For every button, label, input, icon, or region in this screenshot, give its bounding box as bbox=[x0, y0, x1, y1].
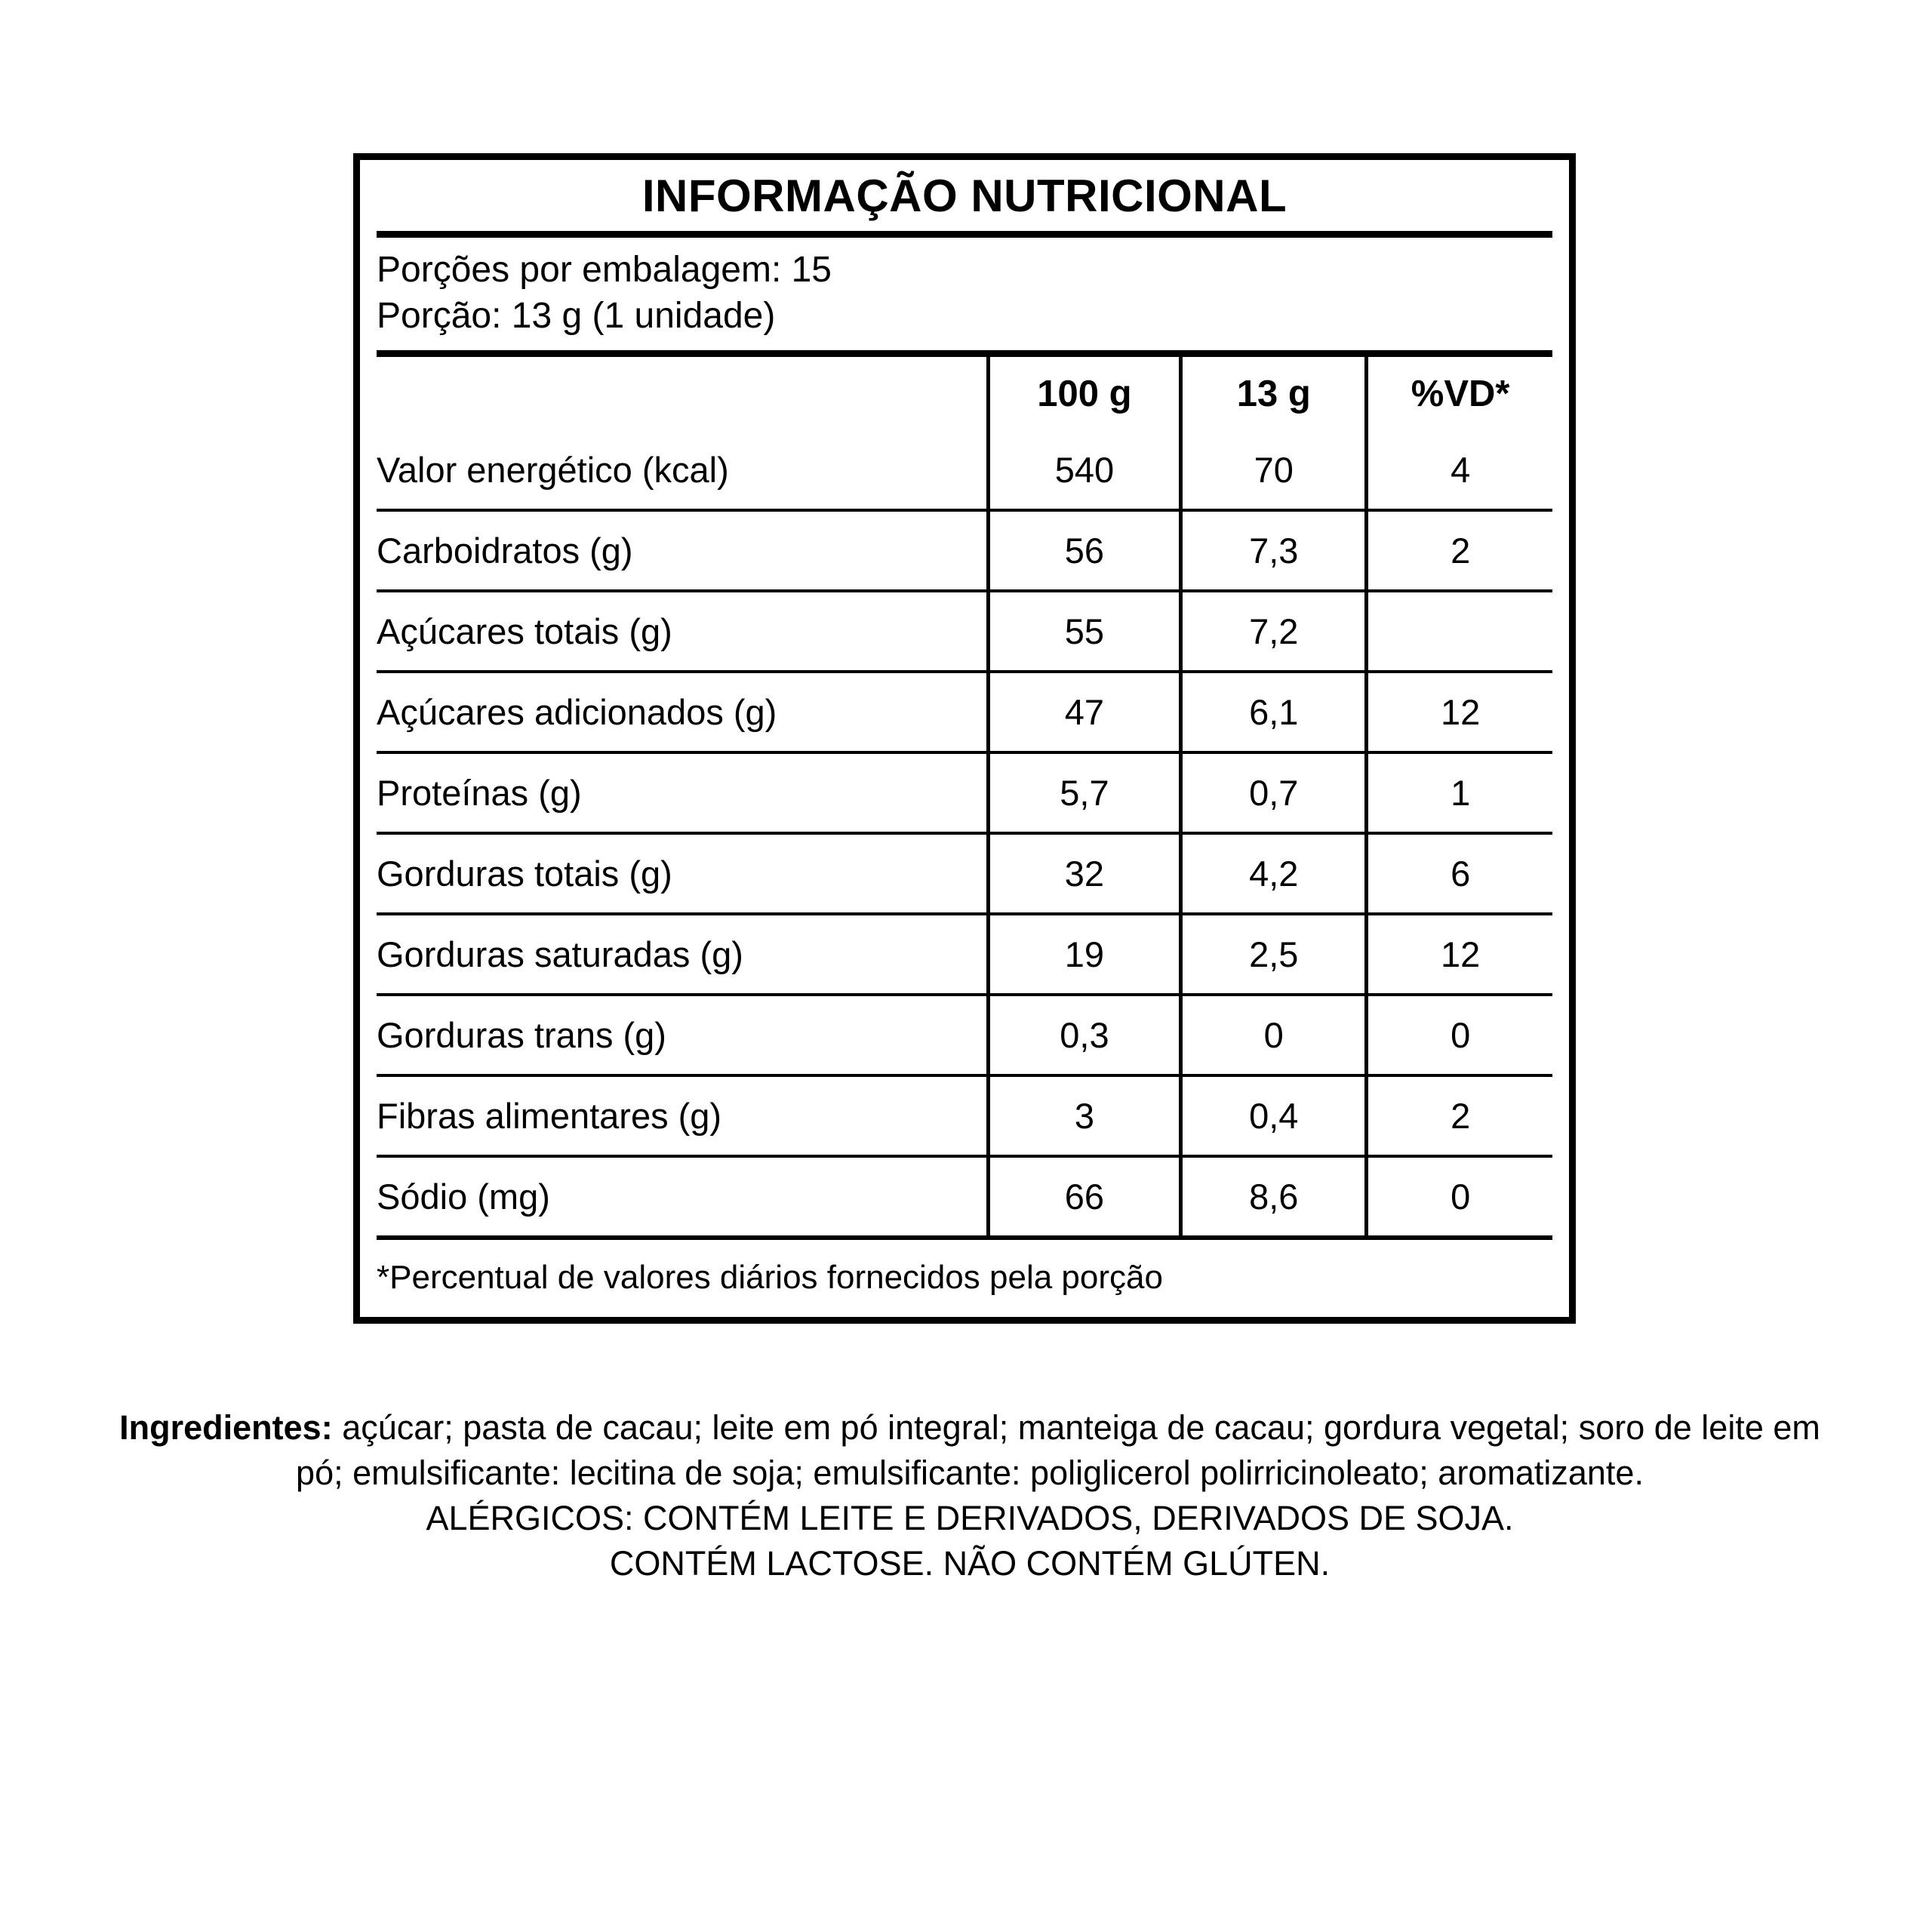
nutrient-value-per-portion: 0,7 bbox=[1181, 752, 1367, 833]
nutrition-panel-inner bbox=[360, 160, 1569, 1317]
column-header-nutrient bbox=[377, 357, 988, 431]
nutrient-value-per-100g: 47 bbox=[988, 672, 1181, 752]
nutrient-name: Gorduras saturadas (g) bbox=[377, 914, 988, 995]
table-header-row bbox=[377, 357, 1552, 431]
nutrient-value-per-100g: 3 bbox=[988, 1075, 1181, 1156]
nutrient-value-per-100g: 0,3 bbox=[988, 995, 1181, 1075]
nutrient-value-vd: 12 bbox=[1367, 914, 1552, 995]
column-header-vd: %VD* bbox=[1367, 357, 1552, 431]
nutrient-value-vd: 2 bbox=[1367, 510, 1552, 591]
nutrient-value-per-100g: 19 bbox=[988, 914, 1181, 995]
table-row bbox=[377, 591, 1552, 672]
column-header-per-portion: 13 g bbox=[1181, 357, 1367, 431]
nutrient-value-vd bbox=[1367, 591, 1552, 672]
table-row bbox=[377, 510, 1552, 591]
allergen-line-1: ALÉRGICOS: CONTÉM LEITE E DERIVADOS, DERIVADOS DE SOJA. bbox=[426, 1498, 1514, 1537]
table-row bbox=[377, 672, 1552, 752]
title-divider bbox=[377, 231, 1552, 238]
nutrient-name: Açúcares totais (g) bbox=[377, 591, 988, 672]
vd-footnote: *Percentual de valores diários fornecidos pela porção bbox=[377, 1258, 1163, 1296]
nutrient-value-per-portion: 6,1 bbox=[1181, 672, 1367, 752]
table-row bbox=[377, 995, 1552, 1075]
nutrient-name: Carboidratos (g) bbox=[377, 510, 988, 591]
serving-size: Porção: 13 g (1 unidade) bbox=[377, 296, 776, 337]
nutrient-value-per-100g: 540 bbox=[988, 431, 1181, 510]
nutrient-name: Valor energético (kcal) bbox=[377, 449, 729, 490]
ingredients-text: açúcar; pasta de cacau; leite em pó integral; manteiga de cacau; gordura vegetal; soro de leite em pó; emulsificante: lecitina de soja; emulsificante: poliglicerol polirricinoleato; aromatizante. bbox=[296, 1408, 1820, 1492]
ingredients-line bbox=[106, 1405, 1834, 1496]
nutrient-name: Sódio (mg) bbox=[377, 1156, 988, 1235]
table-row bbox=[377, 833, 1552, 914]
nutrient-name: Açúcares adicionados (g) bbox=[377, 672, 988, 752]
nutrient-name: Fibras alimentares (g) bbox=[377, 1075, 988, 1156]
nutrition-table bbox=[377, 357, 1552, 1235]
table-row bbox=[377, 1156, 1552, 1235]
nutrient-name: Gorduras totais (g) bbox=[377, 833, 988, 914]
ingredients-block bbox=[106, 1405, 1834, 1586]
nutrient-value-vd: 6 bbox=[1367, 833, 1552, 914]
table-row bbox=[377, 431, 1552, 510]
nutrient-value-per-portion: 7,2 bbox=[1181, 591, 1367, 672]
column-header-per-100g: 100 g bbox=[988, 357, 1181, 431]
nutrient-value-per-100g: 55 bbox=[988, 591, 1181, 672]
nutrition-table-head bbox=[377, 357, 1552, 431]
serving-divider bbox=[377, 350, 1552, 357]
nutrient-value-vd: 0 bbox=[1367, 1156, 1552, 1235]
nutrient-value-per-portion: 0,4 bbox=[1181, 1075, 1367, 1156]
nutrient-value-per-100g: 56 bbox=[988, 510, 1181, 591]
nutrient-name: Proteínas (g) bbox=[377, 752, 988, 833]
table-row bbox=[377, 914, 1552, 995]
nutrient-value-per-portion: 70 bbox=[1181, 431, 1367, 510]
nutrient-value-per-100g: 66 bbox=[988, 1156, 1181, 1235]
nutrient-value-per-100g: 32 bbox=[988, 833, 1181, 914]
nutrient-value-per-portion: 0 bbox=[1181, 995, 1367, 1075]
allergen-line-2: CONTÉM LACTOSE. NÃO CONTÉM GLÚTEN. bbox=[609, 1543, 1331, 1583]
table-row bbox=[377, 752, 1552, 833]
nutrient-value-per-portion: 8,6 bbox=[1181, 1156, 1367, 1235]
serving-info-block bbox=[377, 238, 1552, 350]
nutrient-value-vd: 2 bbox=[1367, 1075, 1552, 1156]
servings-per-package: Porções por embalagem: 15 bbox=[377, 250, 832, 290]
page-title: INFORMAÇÃO NUTRICIONAL bbox=[641, 171, 1287, 221]
table-row bbox=[377, 1075, 1552, 1156]
nutrient-value-per-portion: 2,5 bbox=[1181, 914, 1367, 995]
nutrient-value-vd: 4 bbox=[1367, 431, 1552, 510]
nutrient-value-per-portion: 4,2 bbox=[1181, 833, 1367, 914]
nutrition-facts-panel bbox=[353, 153, 1576, 1324]
nutrient-value-vd: 1 bbox=[1367, 752, 1552, 833]
nutrient-name: Gorduras trans (g) bbox=[377, 995, 988, 1075]
nutrient-value-per-100g: 5,7 bbox=[988, 752, 1181, 833]
nutrient-value-per-portion: 7,3 bbox=[1181, 510, 1367, 591]
nutrition-table-body bbox=[377, 431, 1552, 1235]
ingredients-label: Ingredientes: bbox=[119, 1408, 333, 1447]
nutrient-value-vd: 12 bbox=[1367, 672, 1552, 752]
nutrient-value-vd: 0 bbox=[1367, 995, 1552, 1075]
